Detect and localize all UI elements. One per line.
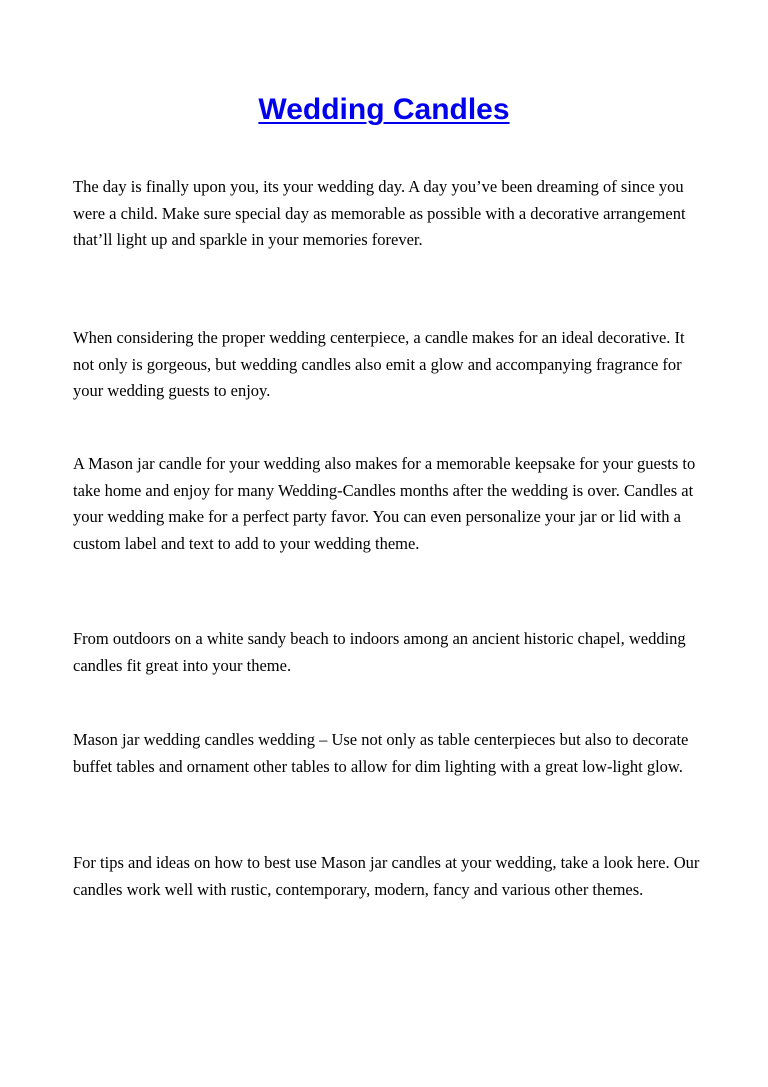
- paragraph-tips: For tips and ideas on how to best use Mason jar candles at your wedding, take a look here. Our candles work well with rustic, contemporary, modern, fancy and various other themes.: [73, 853, 700, 899]
- paragraph-keepsake: A Mason jar candle for your wedding also makes for a memorable keepsake for your guests to take home and enjoy for many Wedding-Candles months after the wedding is over. Candles at your wedding make for a perfect party favor. You can even personalize your jar or lid with a custom label and text to add to your wedding theme.: [73, 454, 696, 553]
- paragraph-intro: The day is finally upon you, its your wedding day. A day you’ve been dreaming of since you were a child. Make sure special day as memorable as possible with a decorative arrangement that’ll light up and sparkle in your memories forever.: [73, 177, 686, 249]
- paragraph-centerpiece: When considering the proper wedding centerpiece, a candle makes for an ideal decorative. It not only is gorgeous, but wedding candles also emit a glow and accompanying fragrance for your wedding guests to enjoy.: [73, 328, 685, 400]
- paragraph-venues: From outdoors on a white sandy beach to indoors among an ancient historic chapel, wedding candles fit great into your theme.: [73, 629, 686, 675]
- paragraph-uses: Mason jar wedding candles wedding – Use not only as table centerpieces but also to decorate buffet tables and ornament other tables to allow for dim lighting with a great low-light glow.: [73, 730, 689, 776]
- page-title: [0, 90, 768, 130]
- title-link[interactable]: Wedding Candles: [258, 93, 510, 126]
